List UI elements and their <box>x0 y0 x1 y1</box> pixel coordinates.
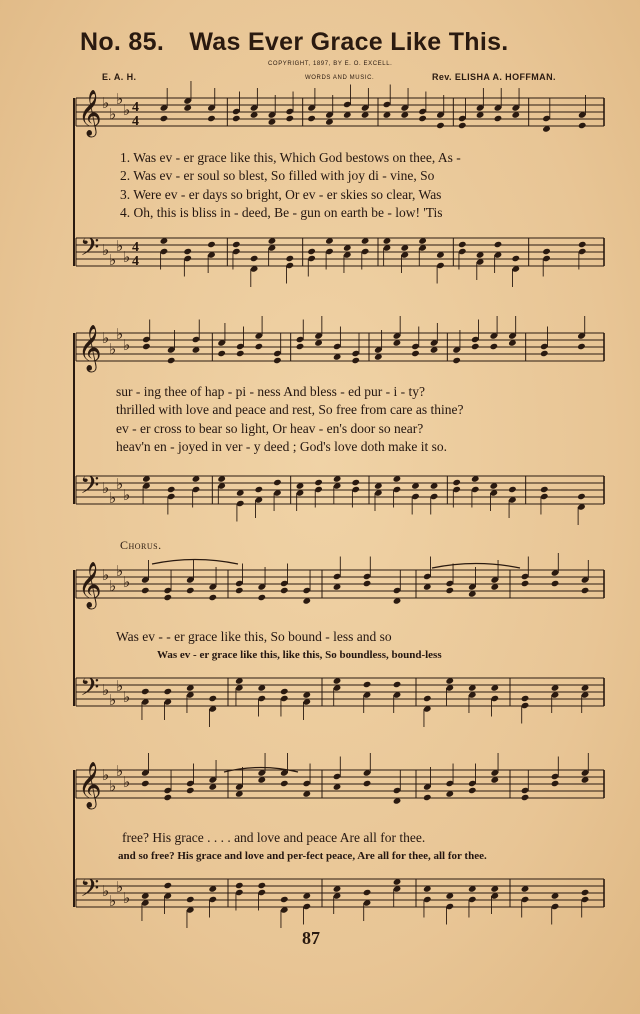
note-head <box>183 248 192 255</box>
verse-3-line-a: 3. Were ev - er days so bright, Or ev - er skies so clear, Was <box>120 187 442 202</box>
flat-sign: ♭ <box>102 566 110 584</box>
verse-4-line-b: heav'n en - joyed in ver - y deed ; God's love doth make it so. <box>116 439 448 454</box>
note-head <box>307 115 316 122</box>
note-head <box>540 486 549 493</box>
note-head <box>235 587 244 594</box>
note-head <box>167 357 176 364</box>
flat-sign: ♭ <box>109 105 117 123</box>
verse-4-line-a: 4. Oh, this is bliss in - deed, Be - gun on earth be - low! 'Tis <box>120 205 443 220</box>
note-head <box>163 882 172 889</box>
bass-clef: 𝄢 <box>80 673 100 708</box>
note-head <box>208 695 217 702</box>
note-head <box>577 343 586 350</box>
time-signature-bottom: 4 <box>132 114 139 129</box>
note-head <box>540 350 549 357</box>
hymn-number: No. 85. <box>80 28 165 56</box>
flat-sign: ♭ <box>102 329 110 347</box>
note-head <box>423 794 432 801</box>
note-head <box>490 343 499 350</box>
note-head <box>257 882 266 889</box>
note-head <box>542 248 551 255</box>
author-credit: Rev. ELISHA A. HOFFMAN. <box>432 72 556 82</box>
note-head <box>468 787 477 794</box>
note-head <box>160 115 169 122</box>
note-head <box>363 780 372 787</box>
note-head <box>351 479 360 486</box>
note-head <box>280 780 289 787</box>
flat-sign: ♭ <box>102 681 110 699</box>
note-head <box>458 241 467 248</box>
note-head <box>307 248 316 255</box>
note-head <box>163 794 172 801</box>
time-signature-bottom: 4 <box>132 254 139 269</box>
treble-clef: 𝄞 <box>78 325 102 371</box>
flat-sign: ♭ <box>109 892 117 910</box>
note-head <box>314 479 323 486</box>
note-head <box>521 580 530 587</box>
note-head <box>578 122 587 129</box>
note-head <box>141 688 150 695</box>
flat-sign: ♭ <box>123 573 131 591</box>
flat-sign: ♭ <box>102 882 110 900</box>
note-head <box>578 241 587 248</box>
note-head <box>141 587 150 594</box>
note-head <box>471 343 480 350</box>
note-head <box>232 241 241 248</box>
words-and-music: WORDS AND MUSIC. <box>305 75 375 81</box>
note-head <box>577 493 586 500</box>
note-head <box>521 695 530 702</box>
flat-sign: ♭ <box>109 340 117 358</box>
note-head <box>273 357 282 364</box>
note-head <box>393 681 402 688</box>
note-head <box>163 688 172 695</box>
verse-1-line-a: 1. Was ev - er grace like this, Which God bestows on thee, As - <box>120 150 461 165</box>
flat-sign: ♭ <box>102 241 110 259</box>
note-head <box>207 241 216 248</box>
hymn-title: Was Ever Grace Like This. <box>189 28 509 56</box>
flat-sign: ♭ <box>116 90 124 108</box>
note-head <box>208 594 217 601</box>
verse-1-line-b: sur - ing thee of hap - pi - ness And bless - ed pur - i - ty? <box>116 384 425 399</box>
copyright-notice: COPYRIGHT, 1897, BY E. O. EXCELL. <box>268 61 393 67</box>
verse-2-line-a: 2. Was ev - er soul so blest, So filled with joy di - vine, So <box>120 168 435 183</box>
note-head <box>351 357 360 364</box>
chorus-line-2-upper: free? His grace . . . . and love and peace Are all for thee. <box>122 830 426 845</box>
note-head <box>255 343 264 350</box>
note-head <box>508 486 517 493</box>
note-head <box>452 357 461 364</box>
note-head <box>217 350 226 357</box>
note-head <box>167 486 176 493</box>
flat-sign: ♭ <box>102 94 110 112</box>
note-head <box>186 896 195 903</box>
note-head <box>232 115 241 122</box>
note-head <box>418 115 427 122</box>
note-head <box>363 681 372 688</box>
bass-clef: 𝄢 <box>80 471 100 506</box>
flat-sign: ♭ <box>109 777 117 795</box>
verse-3-line-b: ev - er cross to bear so light, Or heav - en's door so near? <box>116 421 424 436</box>
verse-2-line-b: thrilled with love and peace and rest, So free from care as thine? <box>116 402 464 417</box>
treble-clef: 𝄞 <box>78 562 102 608</box>
time-signature-top: 4 <box>132 100 139 115</box>
flat-sign: ♭ <box>109 577 117 595</box>
note-head <box>186 787 195 794</box>
time-signature-top: 4 <box>132 240 139 255</box>
chorus-line-1-lower: Was ev - er grace like this, like this, So boundless, bound-less <box>157 649 442 661</box>
page-number: 87 <box>302 928 320 948</box>
note-head <box>273 479 282 486</box>
note-head <box>363 580 372 587</box>
flat-sign: ♭ <box>116 562 124 580</box>
note-head <box>551 580 560 587</box>
composer-initials: E. A. H. <box>102 72 137 82</box>
flat-sign: ♭ <box>109 691 117 709</box>
note-head <box>280 587 289 594</box>
note-head <box>551 780 560 787</box>
note-head <box>411 350 420 357</box>
flat-sign: ♭ <box>116 762 124 780</box>
flat-sign: ♭ <box>109 489 117 507</box>
note-head <box>235 882 244 889</box>
note-head <box>423 695 432 702</box>
flat-sign: ♭ <box>102 479 110 497</box>
note-head <box>285 115 294 122</box>
note-head <box>142 343 151 350</box>
chorus-label: Chorus. <box>120 538 162 552</box>
flat-sign: ♭ <box>123 773 131 791</box>
note-head <box>458 122 467 129</box>
flat-sign: ♭ <box>123 889 131 907</box>
note-head <box>255 486 264 493</box>
note-head <box>186 587 195 594</box>
note-head <box>452 479 461 486</box>
flat-sign: ♭ <box>116 677 124 695</box>
note-head <box>207 115 216 122</box>
flat-sign: ♭ <box>116 475 124 493</box>
note-head <box>581 587 590 594</box>
note-head <box>236 350 245 357</box>
flat-sign: ♭ <box>123 248 131 266</box>
slur <box>432 564 520 569</box>
flat-sign: ♭ <box>123 101 131 119</box>
note-head <box>141 780 150 787</box>
note-head <box>296 343 305 350</box>
note-head <box>257 594 266 601</box>
note-head <box>363 889 372 896</box>
note-head <box>285 255 294 262</box>
flat-sign: ♭ <box>116 237 124 255</box>
flat-sign: ♭ <box>116 325 124 343</box>
slur <box>152 560 238 565</box>
note-head <box>436 122 445 129</box>
note-head <box>445 587 454 594</box>
treble-clef: 𝄞 <box>78 90 102 136</box>
flat-sign: ♭ <box>123 486 131 504</box>
note-head <box>511 255 520 262</box>
note-head <box>280 688 289 695</box>
note-head <box>250 255 259 262</box>
flat-sign: ♭ <box>123 688 131 706</box>
note-head <box>163 594 172 601</box>
bass-clef: 𝄢 <box>80 874 100 909</box>
treble-clef: 𝄞 <box>78 762 102 808</box>
bass-clef: 𝄢 <box>80 233 100 268</box>
flat-sign: ♭ <box>116 878 124 896</box>
note-head <box>521 794 530 801</box>
flat-sign: ♭ <box>123 336 131 354</box>
note-head <box>280 896 289 903</box>
note-head <box>494 241 503 248</box>
note-head <box>494 115 503 122</box>
chorus-line-1-upper: Was ev - - er grace like this, So bound - less and so <box>116 629 392 644</box>
chorus-line-2-lower: and so free? His grace and love and per-fect peace, Are all for thee, all for thee. <box>118 850 487 862</box>
note-head <box>581 889 590 896</box>
flat-sign: ♭ <box>109 251 117 269</box>
flat-sign: ♭ <box>102 766 110 784</box>
